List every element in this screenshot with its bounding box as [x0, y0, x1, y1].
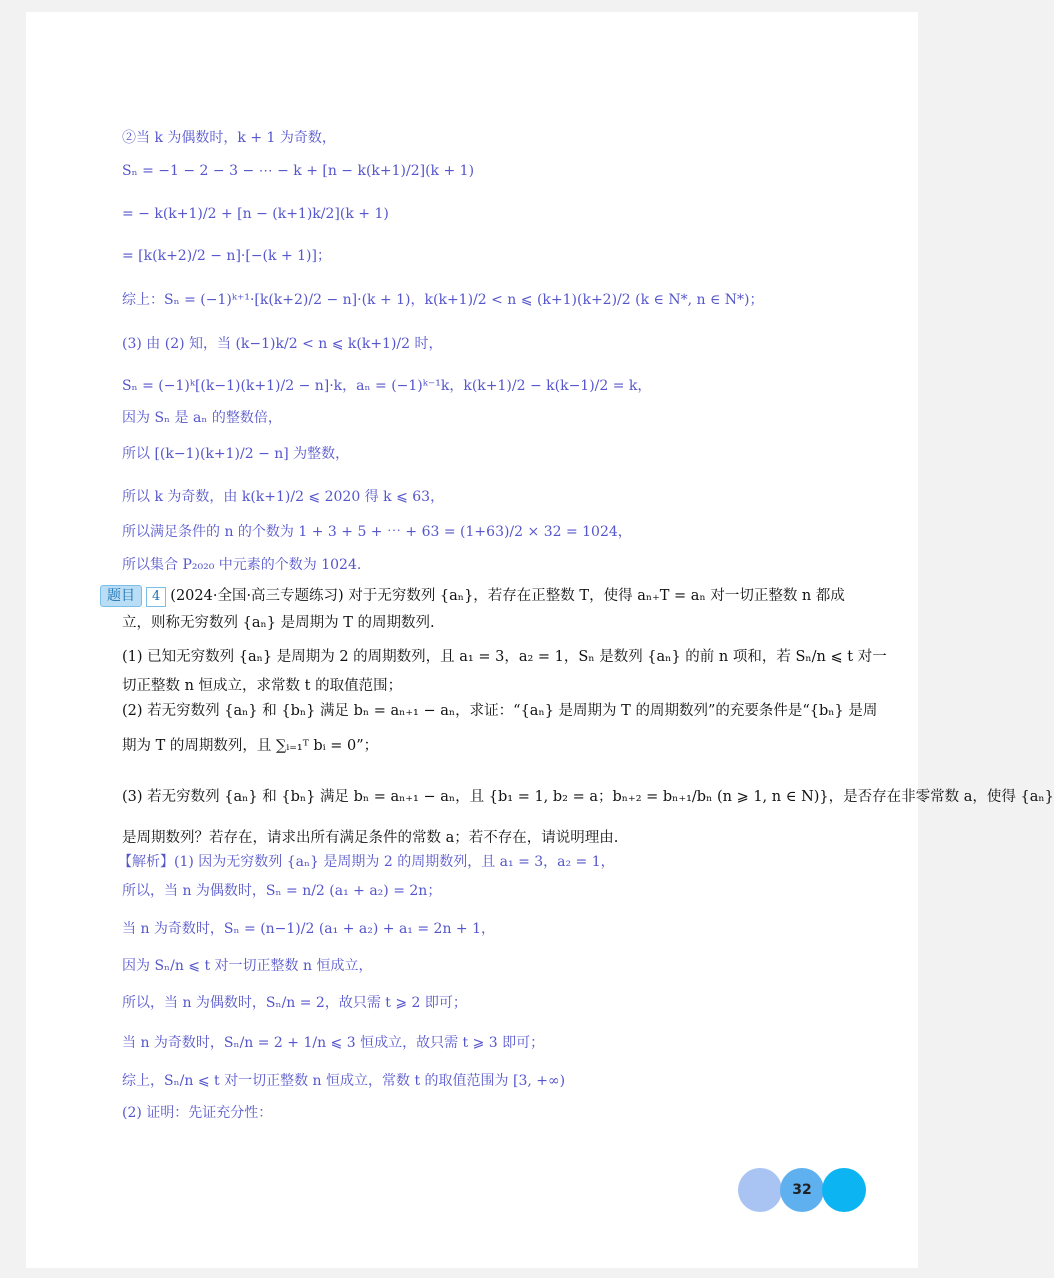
solution-line: 所以满足条件的 n 的个数为 1 + 3 + 5 + ⋯ + 63 = (1+63)/2 × 32 = 1024，	[122, 524, 632, 540]
analysis-line: 【解析】(1) 因为无穷数列 {aₙ} 是周期为 2 的周期数列，且 a₁ = 3，a₂ = 1，	[118, 854, 615, 870]
problem-line: 期为 T 的周期数列，且 ∑ᵢ₌₁ᵀ bᵢ = 0”；	[122, 738, 379, 754]
problem-line: (2) 若无穷数列 {aₙ} 和 {bₙ} 满足 bₙ = aₙ₊₁ − aₙ，求证：“{aₙ} 是周期为 T 的周期数列”的充要条件是“{bₙ} 是周	[122, 703, 878, 719]
analysis-line: 当 n 为奇数时，Sₙ/n = 2 + 1/n ⩽ 3 恒成立，故只需 t ⩾ 3 即可；	[122, 1035, 545, 1051]
analysis-line: 所以，当 n 为偶数时，Sₙ = n/2 (a₁ + a₂) = 2n；	[122, 883, 442, 899]
solution-line: ②当 k 为偶数时，k + 1 为奇数，	[122, 130, 336, 146]
solution-line: 因为 Sₙ 是 aₙ 的整数倍，	[122, 410, 282, 426]
solution-line: Sₙ = (−1)ᵏ[(k−1)(k+1)/2 − n]·k，aₙ = (−1)ᵏ⁻¹k，k(k+1)/2 − k(k−1)/2 = k，	[122, 378, 652, 394]
problem-header	[100, 585, 845, 607]
analysis-line: 所以，当 n 为偶数时，Sₙ/n = 2，故只需 t ⩾ 2 即可；	[122, 995, 467, 1011]
solution-line: (3) 由 (2) 知，当 (k−1)k/2 < n ⩽ k(k+1)/2 时，	[122, 336, 443, 352]
problem-line: 是周期数列？若存在，请求出所有满足条件的常数 a；若不存在，请说明理由.	[122, 830, 619, 846]
solution-line: 所以 k 为奇数，由 k(k+1)/2 ⩽ 2020 得 k ⩽ 63，	[122, 489, 445, 505]
solution-line: = [k(k+2)/2 − n]·[−(k + 1)]；	[122, 248, 331, 264]
solution-line: 综上：Sₙ = (−1)ᵏ⁺¹·[k(k+2)/2 − n]·(k + 1)，k(k+1)/2 < n ⩽ (k+1)(k+2)/2 (k ∈ N*, n ∈ N*)；	[122, 292, 764, 308]
problem-line: (3) 若无穷数列 {aₙ} 和 {bₙ} 满足 bₙ = aₙ₊₁ − aₙ，且 {b₁ = 1, b₂ = a；bₙ₊₂ = bₙ₊₁/bₙ (n ⩾ 1, n ∈ N)}，是否存在非零常数 a，使得 {aₙ}	[122, 789, 1054, 805]
analysis-line: 综上，Sₙ/n ⩽ t 对一切正整数 n 恒成立，常数 t 的取值范围为 [3, +∞)	[122, 1073, 566, 1089]
page-number: 32	[792, 1182, 812, 1198]
analysis-line: 因为 Sₙ/n ⩽ t 对一切正整数 n 恒成立，	[122, 958, 373, 974]
analysis-line: (2) 证明：先证充分性：	[122, 1105, 273, 1121]
analysis-line: 当 n 为奇数时，Sₙ = (n−1)/2 (a₁ + a₂) + a₁ = 2n + 1，	[122, 921, 496, 937]
problem-line: 立，则称无穷数列 {aₙ} 是周期为 T 的周期数列.	[122, 615, 435, 631]
solution-line: = − k(k+1)/2 + [n − (k+1)k/2](k + 1)	[122, 206, 389, 222]
problem-text: (2024·全国·高三专题练习) 对于无穷数列 {aₙ}，若存在正整数 T，使得 aₙ₊T = aₙ 对一切正整数 n 都成	[170, 588, 845, 604]
problem-label: 题目	[100, 585, 142, 607]
problem-line: (1) 已知无穷数列 {aₙ} 是周期为 2 的周期数列，且 a₁ = 3，a₂ = 1，Sₙ 是数列 {aₙ} 的前 n 项和，若 Sₙ/n ⩽ t 对一	[122, 649, 887, 665]
solution-line: 所以集合 P₂₀₂₀ 中元素的个数为 1024.	[122, 557, 362, 573]
problem-line: 切正整数 n 恒成立，求常数 t 的取值范围；	[122, 678, 403, 694]
footer-dot-right	[822, 1168, 866, 1212]
page-footer	[738, 1168, 868, 1212]
solution-line: 所以 [(k−1)(k+1)/2 − n] 为整数，	[122, 446, 350, 462]
footer-dot-left	[738, 1168, 782, 1212]
solution-line: Sₙ = −1 − 2 − 3 − ⋯ − k + [n − k(k+1)/2](k + 1)	[122, 163, 475, 179]
problem-number: 4	[146, 587, 166, 607]
